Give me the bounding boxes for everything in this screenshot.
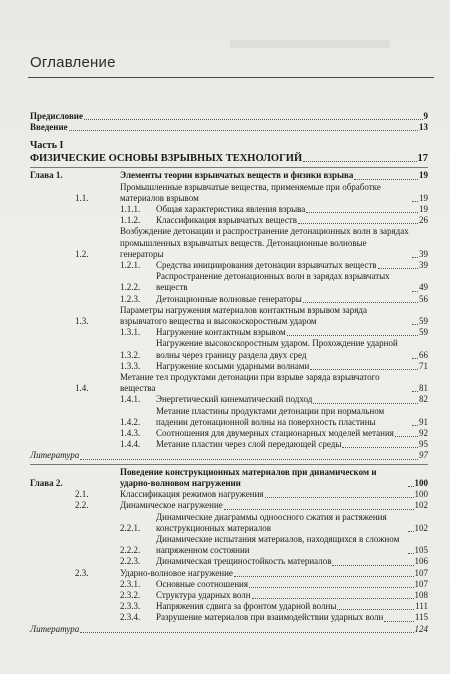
section-number: 1.3. [75,316,89,327]
page-number: 107 [414,567,428,578]
section-title: Разрушение материалов при взаимодействии ударных волн [156,612,384,623]
section-title: Ударно-волновое нагружение [120,567,233,578]
part-rule [30,167,428,168]
page-number: 102 [414,522,428,533]
page-number: 100 [414,477,428,488]
section-title: Классификация взрывчатых веществ [156,215,297,226]
toc-entry-chapter-2-literature[interactable] [30,624,428,635]
dot-leader [395,436,418,437]
dot-leader [412,201,418,202]
bleed-through-text [230,40,390,48]
section-number: 2.2. [75,500,89,511]
section-number: 1.4.1. [120,394,141,405]
toc-entry-1-4-4[interactable] [30,439,428,450]
page-number: 39 [419,248,428,259]
dot-leader [249,587,414,588]
section-title: Основные соотношения [156,578,248,589]
section-number: 2.2.1. [120,522,141,533]
dot-leader [310,369,418,370]
section-title: Метание пластины продуктами детонации при нормальном падении детонационной волны на поверхность пластины [156,405,385,427]
toc-entry-1-1[interactable] [30,182,428,204]
dot-leader [313,403,418,404]
section-title: Динамические испытания материалов, находящихся в сложном напряженном состоянии [156,533,400,556]
section-number: 2.3.4. [120,612,141,623]
page-number: 81 [419,383,428,394]
page-number: 19 [419,204,428,215]
toc-entry-2-3-2[interactable] [30,590,428,601]
section-title: Возбуждение детонации и распространение детонационных волн в зарядах промышленных взрывчатых веществ. Детонационные волновые генераторы [120,226,409,259]
page-number: 9 [423,111,428,121]
section-number: 2.3.3. [120,601,141,612]
chapter-number: Глава 2. [30,477,63,488]
section-title: Соотношения для двумерных стационарных моделей метания [156,428,394,439]
literature-title: Литература [30,450,80,461]
section-title: Распространение детонационных волн в зарядах взрывчатых веществ [156,271,390,293]
dot-leader [412,291,418,292]
section-number: 1.4.2. [120,416,141,427]
chapter-title: Поведение конструкционных материалов при динамическом и ударно-волновом нагружении [120,466,377,488]
page-number: 91 [419,416,428,427]
section-number: 2.3. [75,567,89,578]
toc-entry-1-2-3[interactable] [30,294,428,305]
section-number: 1.3.1. [120,327,141,338]
section-title: Нагружение высокоскоростным ударом. Прохождение ударной волны через границу раздела двух сред [156,338,398,360]
toc-entry-1-4-3[interactable] [30,428,428,439]
page-number: 26 [419,215,428,226]
section-title: Метание пластин через слой передающей среды [156,439,342,450]
toc-entry-2-3-4[interactable] [30,612,428,623]
section-number: 1.3.2. [120,349,141,360]
header-rule [28,77,434,78]
section-number: 2.3.2. [120,589,141,600]
section-title: Классификация режимов нагружения [120,489,264,500]
page-number: 17 [417,153,428,165]
page-title: Оглавление [30,54,116,71]
dot-leader [408,531,414,532]
dot-leader [298,223,418,224]
dot-leader [303,302,418,303]
page-number: 19 [419,192,428,203]
section-title: Динамическое нагружение [120,500,223,511]
section-number: 1.3.3. [120,360,141,371]
toc-entry-1-3[interactable] [30,305,428,327]
page-number: 108 [414,589,428,600]
section-number: 1.2.2. [120,282,141,293]
dot-leader [412,425,418,426]
page-number: 106 [414,556,428,567]
toc-entry-chapter-1[interactable] [30,170,428,181]
table-of-contents [30,111,428,635]
dot-leader [412,324,418,325]
dot-leader [234,576,414,577]
section-number: 2.2.3. [120,556,141,567]
dot-leader [252,598,414,599]
section-title: Метание тел продуктами детонации при взрыве заряда взрывчатого вещества [120,372,380,394]
section-number: 1.2.1. [120,260,141,271]
toc-entry-2-2[interactable] [30,500,428,511]
dot-leader [332,565,413,566]
dot-leader [408,553,414,554]
toc-entry-1-4-2[interactable] [30,406,428,428]
toc-entry-introduction[interactable] [30,122,428,133]
toc-entry-2-3-1[interactable] [30,579,428,590]
toc-entry-1-2[interactable] [30,226,428,260]
toc-entry-1-3-3[interactable] [30,361,428,372]
page-number: 56 [419,293,428,304]
dot-leader [287,335,418,336]
section-number: 1.1.1. [120,204,141,215]
toc-entry-1-2-2[interactable] [30,271,428,293]
chapter-rule [30,464,428,465]
dot-leader [224,509,414,510]
section-title: Напряжения сдвига за фронтом ударной волны [156,601,337,612]
page-number: 102 [414,500,428,511]
dot-leader [80,632,413,633]
toc-entry-preface[interactable] [30,111,428,122]
dot-leader [412,391,418,392]
section-number: 1.2.3. [120,293,141,304]
section-number: 1.4.4. [120,439,141,450]
chapter-title: Элементы теории взрывчатых веществ и физики взрыва [120,170,354,181]
section-title: Нагружение косыми ударными волнами [156,360,310,371]
dot-leader [80,459,418,460]
section-title: Структура ударных волн [156,589,251,600]
dot-leader [84,119,423,120]
page-number: 124 [414,623,428,634]
page-number: 49 [419,282,428,293]
toc-entry-part-1[interactable] [30,152,428,165]
dot-leader [408,486,414,487]
section-number: 1.1. [75,192,89,203]
dot-leader [303,161,416,162]
page-number: 115 [414,612,428,623]
toc-entry-1-2-1[interactable] [30,260,428,271]
toc-entry-chapter-2[interactable] [30,467,428,489]
section-number: 2.1. [75,489,89,500]
toc-entry-chapter-1-literature[interactable] [30,450,428,461]
section-title: Средства инициирования детонации взрывчатых веществ [156,260,377,271]
section-number: 1.2. [75,248,89,259]
page-number: 97 [419,450,428,461]
toc-entry-1-1-2[interactable] [30,215,428,226]
page-number: 39 [419,260,428,271]
dot-leader [384,621,414,622]
page-number: 92 [419,428,428,439]
toc-entry-1-3-1[interactable] [30,327,428,338]
dot-leader [69,130,418,131]
dot-leader [342,447,418,448]
dot-leader [354,179,418,180]
section-title: Общая характеристика явления взрыва [156,204,306,215]
dot-leader [412,257,418,258]
page-number: 105 [414,545,428,556]
toc-entry-2-3[interactable] [30,568,428,579]
toc-entry-2-2-1[interactable] [30,512,428,534]
page-number: 71 [419,360,428,371]
dot-leader [306,212,418,213]
page-number: 95 [419,439,428,450]
page-number: 111 [415,601,428,612]
toc-entry-1-4[interactable] [30,372,428,394]
page-number: 82 [419,394,428,405]
literature-title: Литература [30,623,80,634]
toc-entry-1-4-1[interactable] [30,394,428,405]
page-number: 13 [419,122,428,133]
section-number: 1.4.3. [120,428,141,439]
entry-title: Введение [30,122,68,133]
dot-leader [265,497,414,498]
dot-leader [412,358,418,359]
part-title: ФИЗИЧЕСКИЕ ОСНОВЫ ВЗРЫВНЫХ ТЕХНОЛОГИЙ [30,153,303,165]
section-title: Детонационные волновые генераторы [156,293,302,304]
page-number: 66 [419,349,428,360]
dot-leader [337,609,414,610]
page-number: 59 [419,316,428,327]
section-number: 1.1.2. [120,215,141,226]
toc-entry-2-1[interactable] [30,489,428,500]
section-title: Параметры нагружения материалов контактным взрывом заряда взрывчатого вещества и высокоскоростным ударом [120,304,367,327]
toc-entry-2-3-3[interactable] [30,601,428,612]
page-number: 107 [414,578,428,589]
entry-title: Предисловие [30,111,83,121]
dot-leader [378,268,419,269]
page-number: 59 [419,327,428,338]
section-number: 1.4. [75,383,89,394]
section-title: Динамические диаграммы одноосного сжатия и растяжения конструкционных материалов [156,511,387,533]
toc-entry-2-2-2[interactable] [30,534,428,556]
chapter-number: Глава 1. [30,170,63,181]
section-title: Нагружение контактным взрывом [156,327,286,338]
part-label: Часть I [30,140,64,152]
toc-entry-1-3-2[interactable] [30,338,428,360]
section-title: Динамическая трещиностойкость материалов [156,556,332,567]
page-number: 100 [414,489,428,500]
toc-entry-1-1-1[interactable] [30,204,428,215]
toc-entry-2-2-3[interactable] [30,556,428,567]
section-title: Энергетический кинематический подход [156,394,313,405]
section-title: Промышленные взрывчатые вещества, применяемые при обработке материалов взрывом [120,181,381,203]
section-number: 2.2.2. [120,545,141,556]
page-number: 19 [419,170,428,181]
section-number: 2.3.1. [120,578,141,589]
